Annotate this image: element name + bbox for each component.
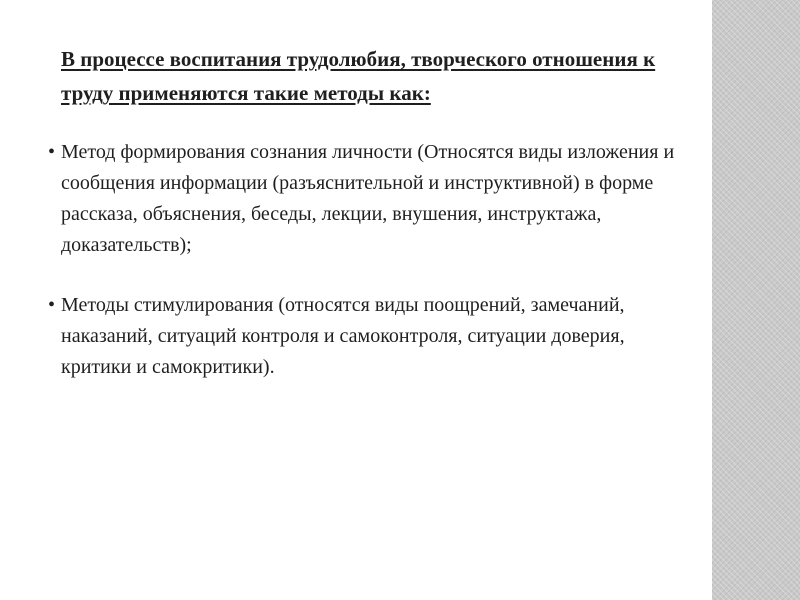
- decorative-side-band: [712, 0, 800, 600]
- bullet-item-consciousness-method: [48, 137, 698, 261]
- bullet-list: [48, 137, 698, 383]
- bullet-item-stimulation-methods: [48, 290, 698, 383]
- bullet-icon: •: [48, 141, 56, 163]
- slide-heading: В процессе воспитания трудолюбия, творческого отношения к труду применяются такие методы как:: [61, 47, 656, 105]
- bullet-text: Методы стимулирования (относятся виды поощрений, замечаний, наказаний, ситуаций контроля и самоконтроля, ситуации доверия, критики и самокритики).: [61, 294, 625, 378]
- bullet-icon: •: [48, 294, 56, 316]
- bullet-text: Метод формирования сознания личности (Относятся виды изложения и сообщения информации (разъяснительной и инструктивной) в форме рассказа, объяснения, беседы, лекции, внушения, инструктажа, доказательств);: [61, 141, 675, 256]
